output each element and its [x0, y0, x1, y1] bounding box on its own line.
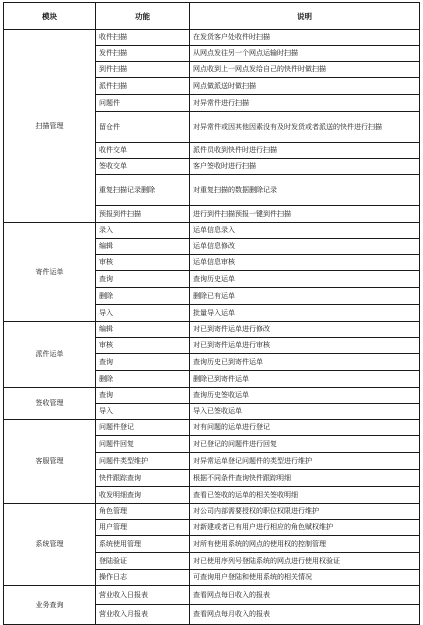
module-function-table	[3, 2, 420, 625]
function-cell: 收件交单	[96, 143, 190, 159]
function-cell: 角色管理	[96, 504, 190, 520]
function-cell: 查询	[96, 271, 190, 288]
function-cell: 审核	[96, 338, 190, 354]
description-cell: 对已登记的问题件进行回复	[190, 436, 420, 453]
function-cell: 快件跟踪查询	[96, 470, 190, 487]
table-row	[4, 223, 420, 239]
description-cell: 在发货客户处收件时扫描	[190, 30, 420, 46]
description-cell: 网点做派送时做扫描	[190, 78, 420, 95]
description-cell: 从网点发往另一个网点运输时扫描	[190, 46, 420, 62]
table-row	[4, 322, 420, 338]
module-cell: 系统管理	[4, 504, 96, 586]
function-cell: 问题件类型维护	[96, 453, 190, 470]
function-cell: 收发明细查询	[96, 487, 190, 504]
function-cell: 审核	[96, 255, 190, 271]
function-cell: 问题件登记	[96, 420, 190, 436]
description-cell: 根据不同条件查询快件跟踪明细	[190, 470, 420, 487]
function-cell: 签收交单	[96, 159, 190, 175]
description-cell: 查询历史运单	[190, 271, 420, 288]
module-table-container	[3, 2, 419, 625]
header-module: 模块	[4, 3, 96, 30]
header-description: 说明	[190, 3, 420, 30]
description-cell: 对异常运单登记问题件的类型进行维护	[190, 453, 420, 470]
description-cell: 查看网点每日收入的报表	[190, 586, 420, 605]
function-cell: 预报到件扫描	[96, 206, 190, 223]
function-cell: 到件扫描	[96, 62, 190, 78]
description-cell: 对异常件进行扫描	[190, 95, 420, 112]
description-cell: 查看已签收的运单的相关签收明细	[190, 487, 420, 504]
description-cell: 对重复扫描的数据删除记录	[190, 175, 420, 206]
description-cell: 对新建或者已有用户进行相应的角色赋权维护	[190, 520, 420, 536]
description-cell: 可查询用户登陆和使用系统的相关情况	[190, 570, 420, 586]
module-cell: 客服管理	[4, 420, 96, 504]
function-cell: 问题件	[96, 95, 190, 112]
function-cell: 重复扫描记录删除	[96, 175, 190, 206]
table-row	[4, 420, 420, 436]
function-cell: 操作日志	[96, 570, 190, 586]
function-cell: 删除	[96, 288, 190, 305]
description-cell: 对已使用序列号登陆系统的网点进行使用权验证	[190, 553, 420, 570]
function-cell: 留仓件	[96, 112, 190, 143]
description-cell: 进行到件扫描预报一键到件扫描	[190, 206, 420, 223]
header-function: 功能	[96, 3, 190, 30]
description-cell: 对异常件或因其他因素没有及时发货或者派送的快件进行扫描	[190, 112, 420, 143]
function-cell: 导入	[96, 305, 190, 322]
function-cell: 录入	[96, 223, 190, 239]
function-cell: 发件扫描	[96, 46, 190, 62]
table-row	[4, 388, 420, 404]
function-cell: 派件扫描	[96, 78, 190, 95]
module-cell: 签收管理	[4, 388, 96, 420]
module-cell: 扫描管理	[4, 30, 96, 223]
description-cell: 删除已到寄件运单	[190, 371, 420, 388]
function-cell: 用户管理	[96, 520, 190, 536]
function-cell: 编辑	[96, 239, 190, 255]
description-cell: 运单信息修改	[190, 239, 420, 255]
module-cell: 业务查询	[4, 586, 96, 625]
description-cell: 对已到寄件运单进行审核	[190, 338, 420, 354]
description-cell: 批量导入运单	[190, 305, 420, 322]
function-cell: 查询	[96, 354, 190, 371]
table-row	[4, 504, 420, 520]
description-cell: 查看网点每月收入的报表	[190, 605, 420, 625]
table-body	[4, 30, 420, 625]
description-cell: 删除已有运单	[190, 288, 420, 305]
description-cell: 运单信息审核	[190, 255, 420, 271]
function-cell: 营业收入月报表	[96, 605, 190, 625]
function-cell: 导入	[96, 404, 190, 420]
description-cell: 派件员收到快件时进行扫描	[190, 143, 420, 159]
description-cell: 查询历史签收运单	[190, 388, 420, 404]
table-header-row	[4, 3, 420, 30]
table-row	[4, 30, 420, 46]
description-cell: 客户签收时进行扫描	[190, 159, 420, 175]
function-cell: 营业收入日报表	[96, 586, 190, 605]
description-cell: 运单信息录入	[190, 223, 420, 239]
function-cell: 查询	[96, 388, 190, 404]
description-cell: 对已到寄件运单进行修改	[190, 322, 420, 338]
function-cell: 收件扫描	[96, 30, 190, 46]
module-cell: 寄件运单	[4, 223, 96, 322]
description-cell: 对有问题的运单进行登记	[190, 420, 420, 436]
function-cell: 登陆验证	[96, 553, 190, 570]
table-row	[4, 586, 420, 605]
module-cell: 派件运单	[4, 322, 96, 388]
description-cell: 网点收到上一网点发给自己的快件时做扫描	[190, 62, 420, 78]
description-cell: 对公司内部需要授权的职位权限进行维护	[190, 504, 420, 520]
description-cell: 导入已签收运单	[190, 404, 420, 420]
description-cell: 查询历史已到寄件运单	[190, 354, 420, 371]
function-cell: 问题件回复	[96, 436, 190, 453]
function-cell: 系统使用管理	[96, 536, 190, 553]
description-cell: 对所有使用系统的网点的使用权的控制管理	[190, 536, 420, 553]
function-cell: 编辑	[96, 322, 190, 338]
function-cell: 删除	[96, 371, 190, 388]
